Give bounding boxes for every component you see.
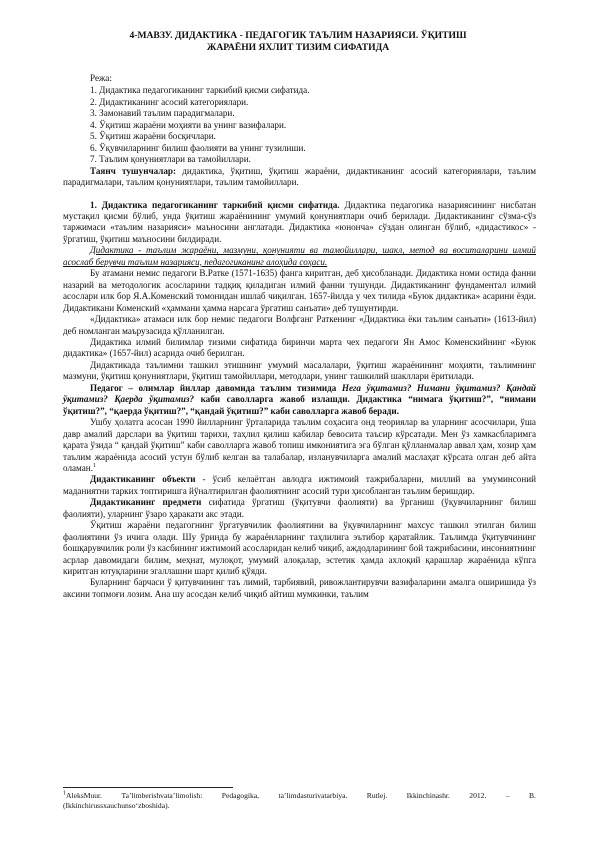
plan-item: 2. Дидактиканинг асосий категориялари.	[90, 96, 249, 107]
plan-heading: Режа:	[90, 73, 112, 83]
section-1-intro	[63, 200, 536, 246]
didactics-definition: Дидактика - таълим жараёни, мазмуни, қонунияти ва тамойиллари, шакл, метод ва воситаларини илмий асослаб берувчи таълим назарияси, педагогиканинг алоҳида соҳаси.	[63, 245, 536, 267]
plan-item: 3. Замонавий таълим парадигмалари.	[90, 108, 235, 119]
spacer	[63, 189, 536, 200]
questions-italic: Нега ўқитамиз? Нимани ўқитамиз? Қандай ўқитамиз? Қаерда ўқитамиз?	[63, 382, 536, 405]
footnote-line-1	[63, 791, 536, 801]
paragraph-object	[63, 474, 536, 497]
footnote-ref[interactable]: 1	[92, 462, 96, 469]
object-label: Дидактиканинг объекти	[90, 474, 196, 485]
subject-text: сифатида ўргатиш (ўқитувчи фаолияти) ва ўрганиш (ўқувчиларнинг билиш фаолияти), уларнинг ўзаро ҳаракати акс этади.	[63, 497, 536, 519]
document-body	[63, 73, 536, 600]
footnote-number: 1	[63, 790, 66, 797]
plan-list	[63, 85, 536, 165]
key-terms-label: Таянч тушунчалар:	[90, 165, 177, 176]
title-line-2: ЖАРАЁНИ ЯХЛИТ ТИЗИМ СИФАТИДА	[206, 42, 390, 53]
plan-item: 1. Дидактика педагогиканинг таркибий қисми сифатида.	[90, 85, 310, 96]
footnote-divider	[63, 787, 233, 788]
footnote-part: Ikkinchinashr.	[406, 791, 450, 800]
paragraph-term-origin: «Дидактика» атамаси илк бор немис педагоги Волфганг Раткенинг «Дидактика ёки таълим санъати» (1613-йил) деб номланган маърузасида қўлланилган.	[63, 314, 536, 336]
paragraph-questions	[63, 383, 536, 417]
paragraph-subject	[63, 497, 536, 520]
plan-item: 4. Ўқитиш жараёни моҳияти ва унинг вазифалари.	[90, 119, 287, 130]
paragraph-1990s	[63, 417, 536, 474]
footnote-part: 2012.	[469, 791, 487, 800]
footnote	[63, 791, 536, 810]
key-terms-text: дидактика, ўқитиш, ўқитиш жараёни, дидактиканинг асосий категориялари, таълим парадигмалари, таълим қонуниятлари, таълим тамойиллари.	[63, 165, 537, 188]
paragraph-teaching-process: Ўқитиш жараёни педагогнинг ўргатувчилик фаолиятини ва ўқувчиларнинг махсус ташкил этилган билиш фаолиятини ўз ичига олади. Шу ўринда бу жараёнларнинг таҳлилига эътибор қаратайлик. Таълимда ўқитувчининг бошқарувчилик роли ўз касбининг ижтимоий асосларидан келиб чиқиб, аждодларининг бой тажрибасини, инсониятнинг асрлар давомидаги билим, меҳнат, мулоқот, умумий алоқалар, эстетик ҳамда ахлоқий қарашлар жараёнида кўпга киритган ютуқларини эгаллашни шарт қилиб қўяди.	[63, 520, 536, 577]
footnote-part: –	[505, 791, 510, 800]
page-title	[60, 30, 536, 54]
footnote-part: Rutlej.	[366, 791, 388, 800]
footnote-part: $^1$AleksMuur.	[63, 790, 103, 800]
paragraph-scope: Дидактикада таълимни ташкил этишнинг умумий масалалари, ўқитиш жараёнининг моҳияти, таълимнинг мазмуни, ўқитиш қонуниятлари, ўқитиш тамойиллари, методлари, унинг ташкилий шакллари ёритилади.	[63, 359, 536, 382]
plan-item: 6. Ўқувчиларнинг билиш фаолияти ва унинг тузилиши.	[90, 142, 306, 153]
footnote-part: Ta’limberishvata’limolish:	[121, 791, 203, 800]
footnote-line-2: (Ikkinchirussxauchunso‘zboshida).	[63, 800, 170, 810]
title-line-1: 4-МАВЗУ. ДИДАКТИКА - ПЕДАГОГИК ТАЪЛИМ НАЗАРИЯСИ. ЎҚИТИШ	[129, 30, 467, 41]
paragraph-ratke: Бу атамани немис педагоги В.Ратке (1571-1635) фанга киритган, деб ҳисобланади. Дидактика номи остида фанни назарий ва методологик асосларини тадқиқ қиладиган илмий фанни тушунди. Дидактиканинг фундаментал илмий асослари илк бор Я.А.Коменский томонидан ишлаб чиқилган. 1657-йилда у чех тилида «Буюк дидактика» асарини ёзди. Дидактикани Коменский «ҳаммани ҳамма нарсага ўргатиш санъати» деб тушунтирди.	[63, 268, 536, 313]
paragraph-functions: Буларнинг барчаси ў қитувчининг таъ лимий, тарбиявий, ривожлантирувчи вазифаларини амалга оширишида ўз аксини топмоғи лозим. Ана шу асосдан келиб чиқиб айтиш мумкинки, таълим	[63, 577, 536, 599]
object-text: - ўсиб келаётган авлодга ижтимоий тажрибаларни, миллий ва умуминсоний маданиятни тарких топтиришга йўналтирилган фаолиятнинг асосий тури ҳисобланган таълим беришдир.	[63, 474, 536, 496]
section-1-heading: 1. Дидактика педагогиканинг таркибий қисми сифатида.	[90, 199, 340, 210]
questions-lead: Педагог – олимлар йиллар давомида таълим тизимида	[90, 382, 342, 393]
key-terms-paragraph	[63, 166, 536, 189]
questions-tail: каби саволларга жавоб излашди. Дидактика “нимага ўқитиш?”, “нимани ўқитиш?”, “қаерда ўқитиш?”, “қандай ўқитиш?” каби саволларга жавоб беради.	[63, 394, 536, 416]
plan-item: 7. Таълим қонуниятлари ва тамойиллари.	[90, 154, 251, 165]
subject-label: Дидактиканинг предмети	[90, 497, 202, 508]
footnote-part: ta’limdasturivatarbiya.	[278, 791, 348, 800]
section-1-text: Дидактика педагогика назариясининг нисбатан мустақил қисми бўлиб, унда ўқитиш жараёнининг умумий қонуниятлари очиб берилади. Дидактиканинг сўзма-сўз таржимаси «таълим назарияси» маъносини англатади. Дидактика «юнонча» сўздан олинган бўлиб, «дидастикос» - ўргатиш, ўқитиш маъносини билдиради.	[63, 199, 536, 244]
footnote-part: B.	[528, 791, 536, 800]
footnote-part: Pedagogika,	[221, 791, 260, 800]
paragraph-comenius: Дидактика илмий билимлар тизими сифатида биринчи марта чех педагоги Ян Амос Коменскийнинг «Буюк дидактика» (1657-йил) асарида очиб берилган.	[63, 336, 536, 359]
plan-item: 5. Ўқитиш жараёни босқичлари.	[90, 131, 216, 142]
paragraph-1990s-text: Ушбу ҳолатга асосан 1990 йилларнинг ўрталарида таълим соҳасига онд теориялар ва уларнинг асосчилари, ўша давр амалий дарслари ва ўқитиш тарихи, таҳлил қилиш кабилар бевосита таъсир кўрсатади. Мен ўз хамкасбларимга қарата ўзида “ қандай ўқитиш” каби саволларга жавоб топиш имкониятига эга бўлган қўлланмалар аввал ҳам, хозир ҳам таълим жараёнида асосий устун бўлиб келган ва талабалар, изланувчиларга амалий маслаҳат кўрсата олган деб айта оламан.	[63, 417, 536, 473]
